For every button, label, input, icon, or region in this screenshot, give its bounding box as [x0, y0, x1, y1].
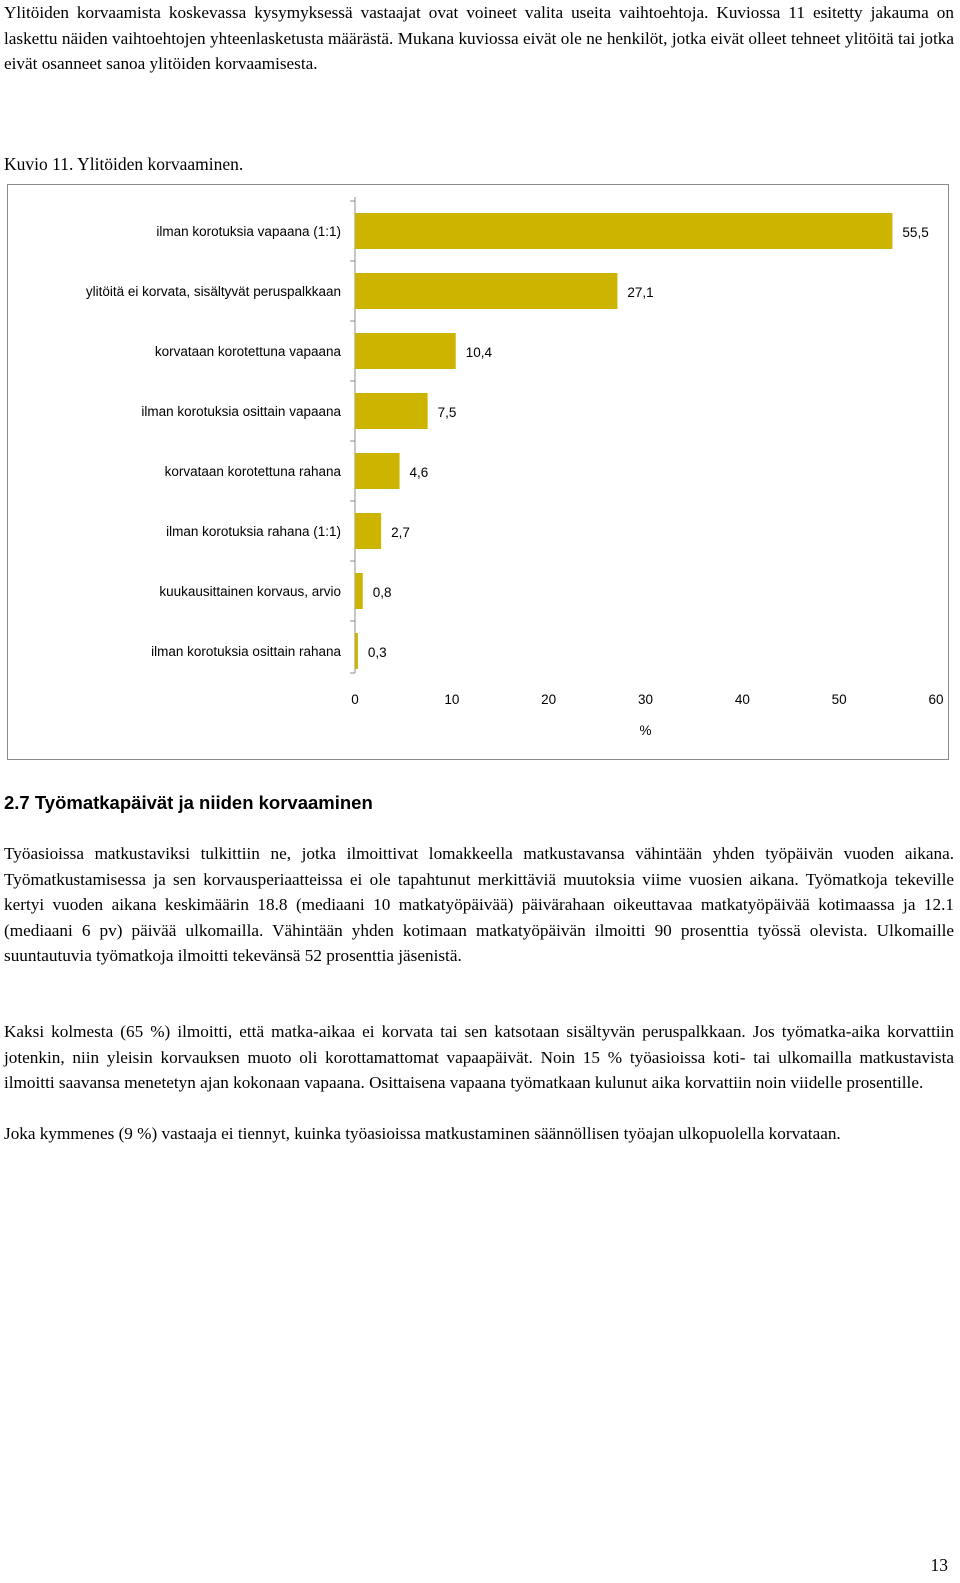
category-label: kuukausittainen korvaus, arvio	[159, 584, 341, 599]
value-label: 4,6	[409, 465, 429, 480]
value-label: 0,8	[372, 585, 392, 600]
value-label: 0,3	[367, 645, 387, 660]
x-tick-label: 20	[541, 692, 557, 707]
paragraph-travel-days: Työasioissa matkustaviksi tulkittiin ne, jotka ilmoittivat lomakkeella matkustavansa vähintään yhden työpäivän vuoden aikana. Työmatkustamisessa ja sen korvausperiaatteissa ei ole tapahtunut merkittäviä muutoksia viime vuosien aikana. Työmatkoja tekeville kertyi vuoden aikana keskimäärin 18.8 (mediaani 10 matkatyöpäivää) päivärahaan oikeuttavaa matkatyöpäivää kotimaassa ja 12.1 (mediaani 6 pv) päivää ulkomailla. Vähintään yhden kotimaan matkatyöpäivän ilmoitti 90 prosenttia työssä olevista. Ulkomaille suuntautuvia työmatkoja ilmoitti tekevänsä 52 prosenttia jäsenistä.	[4, 844, 954, 965]
bar	[355, 513, 381, 549]
category-label: ilman korotuksia vapaana (1:1)	[156, 224, 341, 239]
category-label: korvataan korotettuna vapaana	[154, 344, 341, 359]
x-tick-label: 30	[637, 692, 654, 707]
x-tick-label: 10	[444, 692, 460, 707]
bar	[355, 333, 456, 369]
bar	[355, 273, 617, 309]
paragraph-unknown-compensation: Joka kymmenes (9 %) vastaaja ei tiennyt, kuinka työasioissa matkustaminen säännöllisen työajan ulkopuolella korvataan.	[4, 1124, 841, 1143]
figure-caption: Kuvio 11. Ylitöiden korvaaminen.	[4, 154, 244, 174]
bar	[355, 633, 358, 669]
category-label: ylitöitä ei korvata, sisältyvät peruspalkkaan	[85, 284, 341, 299]
x-tick-label: 50	[831, 692, 847, 707]
category-label: ilman korotuksia osittain rahana	[151, 644, 341, 659]
page-number: 13	[930, 1555, 948, 1575]
value-label: 55,5	[902, 225, 929, 240]
x-axis-title: %	[639, 723, 652, 738]
value-label: 2,7	[391, 525, 410, 540]
value-label: 7,5	[437, 405, 457, 420]
bar	[355, 213, 892, 249]
bar	[355, 573, 363, 609]
x-tick-label: 60	[928, 692, 944, 707]
value-label: 27,1	[627, 285, 654, 300]
overtime-compensation-chart	[8, 185, 948, 759]
category-label: ilman korotuksia rahana (1:1)	[166, 524, 341, 539]
chart-frame	[7, 184, 949, 760]
x-tick-label: 40	[734, 692, 750, 707]
bar	[355, 393, 428, 429]
category-label: korvataan korotettuna rahana	[164, 464, 341, 479]
paragraph-travel-time-compensation: Kaksi kolmesta (65 %) ilmoitti, että matka-aikaa ei korvata tai sen katsotaan sisältyvän peruspalkkaan. Jos työmatka-aika korvattiin jotenkin, niin yleisin korvauksen muoto oli korottamattomat vapaapäivät. Noin 15 % työasioissa koti- tai ulkomailla matkustavista ilmoitti saavansa menetetyn ajan kokonaan vapaana. Osittaisena vapaana työmatkaan kulunut aika korvattiin noin viidelle prosentille.	[4, 1022, 954, 1093]
value-label: 10,4	[465, 345, 492, 360]
category-label: ilman korotuksia osittain vapaana	[141, 404, 341, 419]
x-tick-label: 0	[351, 692, 359, 707]
intro-paragraph: Ylitöiden korvaamista koskevassa kysymyksessä vastaajat ovat voineet valita useita vaihtoehtoja. Kuviossa 11 esitetty jakauma on laskettu näiden vaihtoehtojen yhteenlasketusta määrästä. Mukana kuviossa eivät ole ne henkilöt, jotka eivät olleet tehneet ylitöitä tai jotka eivät osanneet sanoa ylitöiden korvaamisesta.	[4, 3, 954, 73]
bar	[355, 453, 400, 489]
section-heading: 2.7 Työmatkapäivät ja niiden korvaaminen	[4, 792, 373, 813]
